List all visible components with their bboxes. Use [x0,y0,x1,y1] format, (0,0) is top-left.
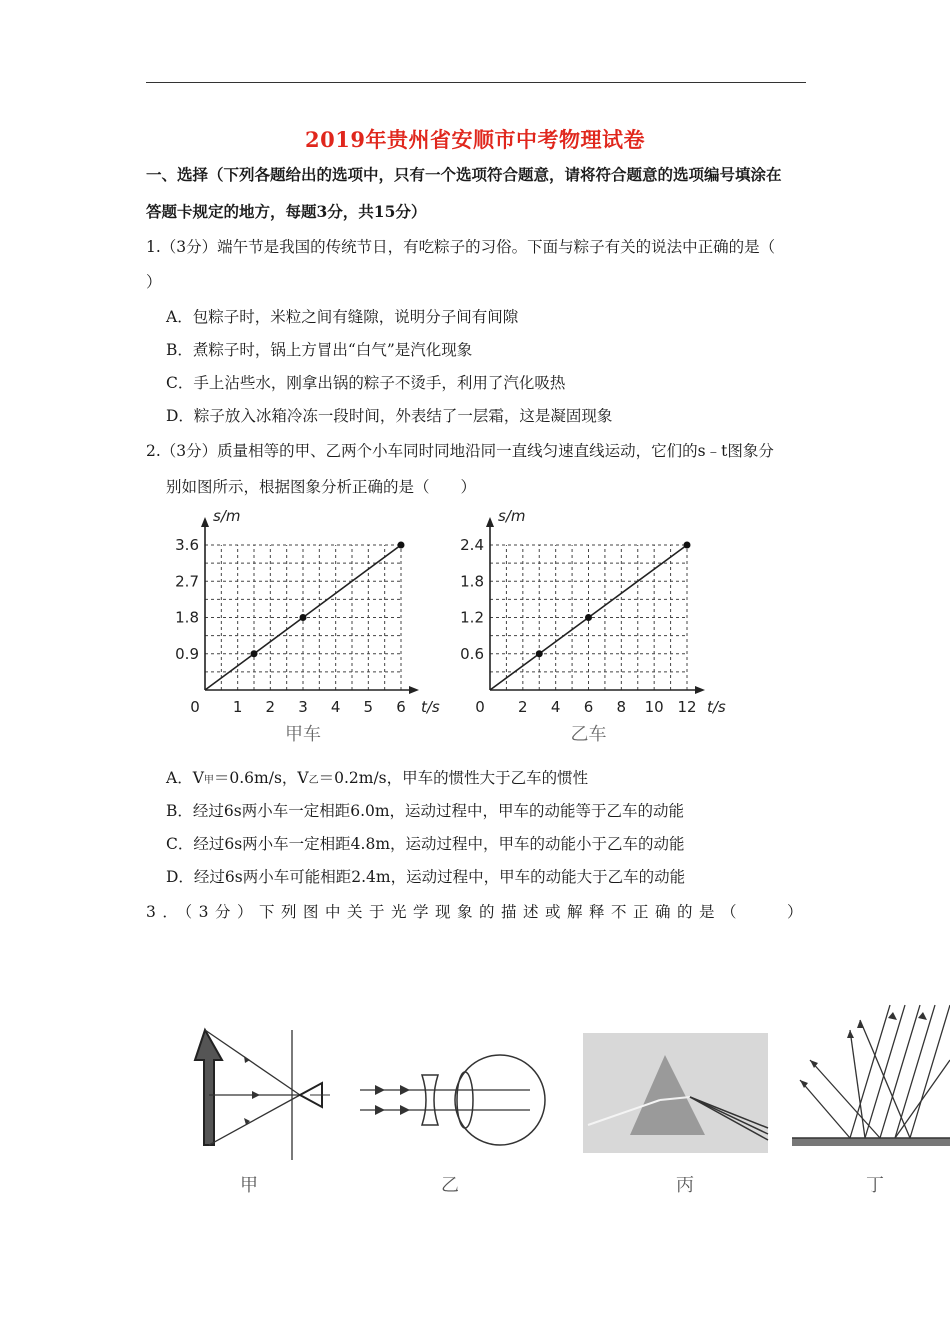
optics-figure [160,1000,950,1170]
y-tick-label: 1.2 [460,608,484,627]
page-title: 2019年贵州省安顺市中考物理试卷 [305,127,645,152]
chart-caption: 甲车 [285,724,321,745]
x-tick-label: 2 [265,698,276,716]
q2-option-d: D．经过6s两小车可能相距2.4m，运动过程中，甲车的动能大于乙车的动能 [166,868,686,886]
optics-caption-bing: 丙 [676,1175,694,1196]
x-tick-label: 8 [616,698,627,716]
q1-option-c: C．手上沾些水，刚拿出锅的粽子不烫手，利用了汽化吸热 [166,374,566,392]
y-tick-label: 1.8 [175,608,199,627]
panel-bing-prism-diagram [583,1033,768,1153]
optics-caption-yi: 乙 [441,1175,459,1196]
y-tick-label: 0.6 [460,644,484,663]
x-tick-label: 0 [475,698,485,716]
data-point [398,542,405,549]
q1-stem-line2: ） [146,273,162,291]
panel-jia-pinhole-diagram [195,1030,330,1160]
q2-stem-line2: 别如图所示，根据图象分析正确的是（ ） [166,478,477,496]
x-axis-arrow [695,686,705,694]
x-axis-label: t/s [707,698,726,716]
y-tick-label: 2.7 [175,572,199,591]
data-point [300,614,307,621]
y-tick-label: 2.4 [460,536,484,554]
y-axis-arrow [486,517,494,527]
q3-stem: 3．（3分）下列图中关于光学现象的描述或解释不正确的是（ ） [146,903,809,921]
q2-stem-line1: 2.（3分）质量相等的甲、乙两个小车同时同地沿同一直线匀速直线运动，它们的s﹣t图象分 [146,442,774,460]
data-point [536,650,543,657]
data-point [684,542,691,549]
data-point [585,614,592,621]
x-tick-label: 1 [232,698,243,716]
chart-yi-che [445,505,735,745]
y-axis-label: s/m [498,507,526,525]
x-tick-label: 10 [644,698,664,716]
section-instructions-line2: 答题卡规定的地方，每题3分，共15分） [146,202,427,221]
x-tick-label: 0 [190,698,200,716]
y-axis-arrow [201,517,209,527]
header-rule [146,82,806,83]
x-tick-label: 3 [298,698,308,716]
optics-caption-jia: 甲 [240,1175,258,1196]
chart-caption: 乙车 [570,724,607,745]
x-tick-label: 6 [396,698,406,716]
x-tick-label: 6 [583,698,594,716]
y-tick-label: 3.6 [175,536,199,554]
section-instructions-line1: 一、选择（下列各题给出的选项中，只有一个选项符合题意，请将符合题意的选项编号填涂在 [146,165,782,184]
optics-caption-ding: 丁 [866,1175,884,1196]
x-tick-label: 4 [330,698,341,716]
panel-yi-eye-diagram [360,1055,545,1145]
q2-option-a: A．V甲＝0.6m/s，V乙＝0.2m/s，甲车的惯性大于乙车的惯性 [166,769,589,787]
q1-stem-line1: 1.（3分）端午节是我国的传统节日，有吃粽子的习俗。下面与粽子有关的说法中正确的是（ [146,238,776,256]
x-tick-label: 4 [550,698,561,716]
y-axis-label: s/m [213,507,241,525]
q2-option-b: B．经过6s两小车一定相距6.0m，运动过程中，甲车的动能等于乙车的动能 [166,802,685,820]
chart-jia-che [160,505,440,745]
x-axis-label: t/s [421,698,440,716]
panel-ding-reflection-diagram [792,1005,950,1146]
data-point [251,650,258,657]
x-axis-arrow [409,686,419,694]
x-tick-label: 2 [518,698,528,716]
q1-option-a: A．包粽子时，米粒之间有缝隙，说明分子间有间隙 [166,308,519,326]
q1-option-d: D．粽子放入冰箱冷冻一段时间，外表结了一层霜，这是凝固现象 [166,407,613,425]
q2-option-c: C．经过6s两小车一定相距4.8m，运动过程中，甲车的动能小于乙车的动能 [166,835,685,853]
x-tick-label: 12 [677,698,697,716]
x-tick-label: 5 [363,698,374,716]
y-tick-label: 0.9 [175,644,199,663]
q1-option-b: B．煮粽子时，锅上方冒出“白气”是汽化现象 [166,341,473,359]
y-tick-label: 1.8 [460,572,484,591]
